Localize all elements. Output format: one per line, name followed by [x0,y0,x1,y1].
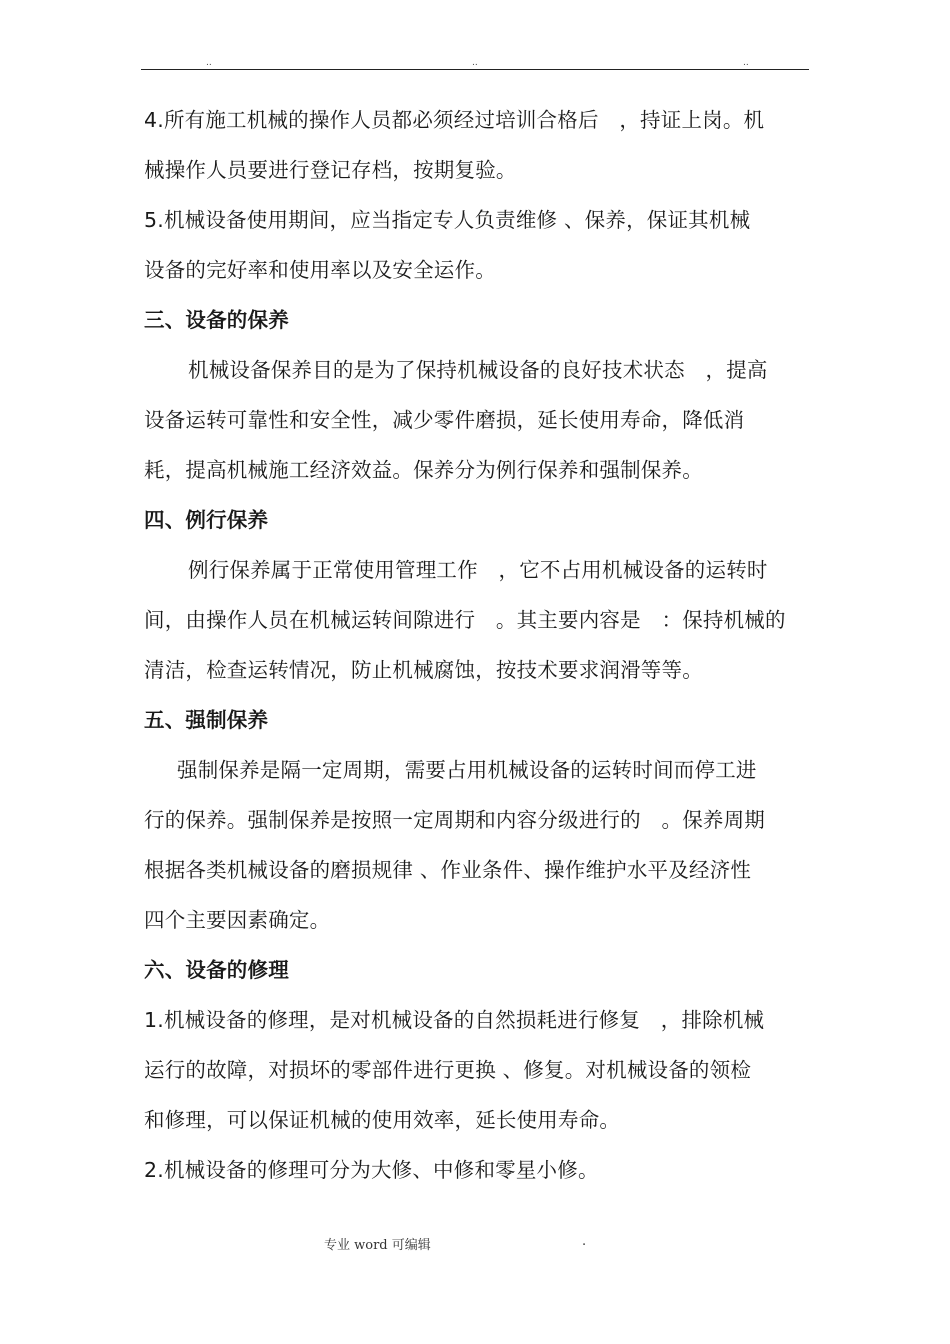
footer-text: 专业 word 可编辑 [324,1238,431,1253]
paragraph-line: 例行保养属于正常使用管理工作 ，它不占用机械设备的运转时 [188,558,768,582]
paragraph-line: 和修理，可以保证机械的使用效率，延长使用寿命。 [144,1108,621,1132]
paragraph-line: 2.机械设备的修理可分为大修、中修和零星小修。 [144,1158,599,1182]
footer-dot: . [582,1234,587,1249]
paragraph-line: 强制保养是隔一定周期，需要占用机械设备的运转时间而停工进 [177,758,757,782]
paragraph-line: 耗，提高机械施工经济效益。保养分为例行保养和强制保养。 [144,458,703,482]
paragraph-line: 机械设备保养目的是为了保持机械设备的良好技术状态 ，提高 [188,358,768,382]
document-body [144,95,806,1195]
paragraph-line: 根据各类机械设备的磨损规律 、作业条件、操作维护水平及经济性 [144,858,752,882]
header-mark-left: .. [206,58,212,68]
paragraph-line: 5.机械设备使用期间，应当指定专人负责维修 、保养，保证其机械 [144,208,751,232]
paragraph-line: 4.所有施工机械的操作人员都必须经过培训合格后 ，持证上岗。机 [144,108,765,132]
header-rule [141,69,809,70]
paragraph-line: 四个主要因素确定。 [144,908,331,932]
paragraph-line: 设备运转可靠性和安全性，减少零件磨损，延长使用寿命，降低消 [144,408,745,432]
header-mark-right: .. [743,58,749,68]
paragraph-line: 械操作人员要进行登记存档，按期复验。 [144,158,517,182]
paragraph-line: 设备的完好率和使用率以及安全运作。 [144,258,496,282]
paragraph-line: 清洁，检查运转情况，防止机械腐蚀，按技术要求润滑等等。 [144,658,703,682]
section-heading: 四、例行保养 [144,508,269,532]
paragraph-line: 1.机械设备的修理，是对机械设备的自然损耗进行修复 ，排除机械 [144,1008,765,1032]
section-heading: 三、设备的保养 [144,308,289,332]
section-heading: 五、强制保养 [144,708,269,732]
paragraph-line: 行的保养。强制保养是按照一定周期和内容分级进行的 。保养周期 [144,808,765,832]
section-heading: 六、设备的修理 [144,958,289,982]
paragraph-line: 运行的故障，对损坏的零部件进行更换 、修复。对机械设备的领检 [144,1058,752,1082]
header-mark-center: .. [472,58,478,68]
paragraph-line: 间，由操作人员在机械运转间隙进行 。其主要内容是 ：保持机械的 [144,608,786,632]
